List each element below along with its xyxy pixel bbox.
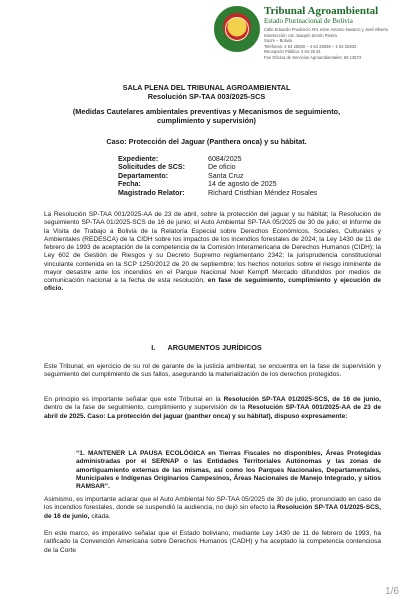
address-line: Calle Eduardo Prudencio Nº1 entre Antonio Navarro y José Alberto <box>264 27 388 32</box>
quoted-disposition: “1. MANTENER LA PAUSA ECOLÓGICA en Tierras Fiscales no disponibles, Áreas Protegidas administradas por el SERNAP o las Entidades Territoriales Autónomas y las zonas de amortiguamiento externas de las mismas, así como los Parques Nacionales, Departamentales, Municipales e Indígenas Originarios Campesinos, Áreas Nacionales de Manejo Integrado, y sitios RAMSAR”. <box>76 450 381 490</box>
meta-row <box>118 163 378 171</box>
meta-row <box>118 155 378 163</box>
bolivia-seal-icon <box>214 6 260 52</box>
text-run: Asimismo, es importante aclarar que el Auto Ambiental No SP-TAA 05/2025 de 30 de julio, pronunciado en caso de los incendios forestales, donde se suspendió la audiencia, no dejó sin efecto la <box>44 496 381 512</box>
meta-label: Expediente: <box>118 155 159 163</box>
meta-label: Magistrado Relator: <box>118 188 185 197</box>
phone-line: Recepción Pública: 4 64 25 51 <box>264 49 321 55</box>
meta-value: Santa Cruz <box>208 171 244 180</box>
paragraph <box>44 396 381 421</box>
meta-row <box>118 172 378 180</box>
org-name: Tribunal Agroambiental <box>264 5 379 17</box>
case-metadata <box>118 155 378 197</box>
bold-run: Resolución SP-TAA 01/2025-SCS, de 16 de junio, <box>44 504 381 520</box>
bold-run: Resolución SP-TAA 01/2025-SCS, de 16 de junio, <box>223 396 381 403</box>
meta-row <box>118 189 378 197</box>
meta-row <box>118 180 378 188</box>
page-indicator: 1/6 <box>385 586 399 597</box>
phone-line: Teléfonos: 4 64 25930 – 4 64 25935 – 1 64 25932 <box>264 43 357 49</box>
meta-value: De oficio <box>208 163 236 172</box>
meta-label: Solicitudes de SCS: <box>118 163 186 172</box>
bold-run: Resolución SP-TAA 001/2025-AA de 23 de abril de 2025. Caso: La protección del jaguar (panther onca) y su hábitat), dispuso expresamente: <box>44 404 381 420</box>
address-line: Intersección con Joaquín Zenón Rivera <box>264 32 337 38</box>
fax-line: Fax Oficina de Servicios Agroambientales: 69 13573 <box>264 54 362 60</box>
meta-value: Richard Cristhian Méndez Rosales <box>208 188 318 197</box>
resolution-number: Resolución SP-TAA 003/2025-SCS <box>147 92 266 101</box>
meta-label: Fecha: <box>118 180 141 189</box>
letterhead <box>214 2 410 64</box>
text-run: En principio es importante señalar que este Tribunal en la <box>44 396 221 403</box>
preamble-bold: en fase de seguimiento, cumplimiento y ejecución de oficio. <box>44 277 381 293</box>
text-run: dentro de la fase de seguimiento, cumplimiento y supervisión de la <box>44 404 246 412</box>
section-title: ARGUMENTOS JURÍDICOS <box>167 343 262 352</box>
preamble-paragraph <box>44 211 381 294</box>
letterhead-text <box>264 5 410 61</box>
meta-label: Departamento: <box>118 171 169 180</box>
meta-value: 14 de agosto de 2025 <box>208 180 277 189</box>
preamble-text: La Resolución SP-TAA 001/2025-AA de 23 de abril, sobre la protección del jaguar y su hábitat; la Resolución de seguimiento SP-TAA 01/2025-SCS de 16 de junio; el Auto Ambiental SP-TAA 05/2025 de 30 de julio; el Informe de la Visita de Trabajo a Bolivia de la Relatoría Especial sobre Derechos Económicos, Sociales, Culturales y Ambientales (REDESCA) de la CIDH sobre los impactos de los incendios forestales de 2024; la Ley 1430 de 11 de febrero de 1993 de aceptación de la competencia de la Comisión Interamericana de Derechos Humanos (CIDH); la Ley 602 de Gestión de Riesgos y su Decreto Supremo reglamentario 2342; la jurisprudencia constitucional vinculante contenida en la SCP 1250/2012 de 20 de septiembre; los hechos notorios sobre el riesgo inminente de mayor desastre ante los incendios en el Parque Nacional Noel Kempff Mercado difundidos por medios de comunicación nacional a la fecha de esta resolución, <box>44 211 381 284</box>
paragraph <box>44 496 381 521</box>
document-title: SALA PLENA DEL TRIBUNAL AGROAMBIENTAL <box>122 83 291 92</box>
meta-value: 6084/2025 <box>208 155 242 163</box>
address-line: Sucre – Bolivia <box>264 38 292 44</box>
section-number: I. <box>151 343 156 352</box>
text-run: citada. <box>91 512 111 520</box>
paragraph: En este marco, es imperativo señalar que el Estado boliviano, mediante Ley 1430 de 11 de febrero de 1993, ha ratificado la Convención Americana sobre Derechos Humanos (CADH) y ha aceptado la competencia contenciosa de la Corte <box>44 530 381 554</box>
document-subtitle: (Medidas Cautelares ambientales preventivas y Mecanismos de seguimiento, cumplimiento y supervisión) <box>72 107 341 125</box>
paragraph: Este Tribunal, en ejercicio de su rol de garante de la justicia ambiental, se encuentra en la fase de supervisión y seguimiento del cumplimiento de sus fallos, asegurando la materialización de los derechos protegidos. <box>44 363 381 379</box>
org-subtitle: Estado Plurinacional de Bolivia <box>264 17 353 25</box>
case-title: Caso: Protección del Jaguar (Panthera onca) y su hábitat. <box>106 137 307 146</box>
section-heading <box>0 343 413 352</box>
